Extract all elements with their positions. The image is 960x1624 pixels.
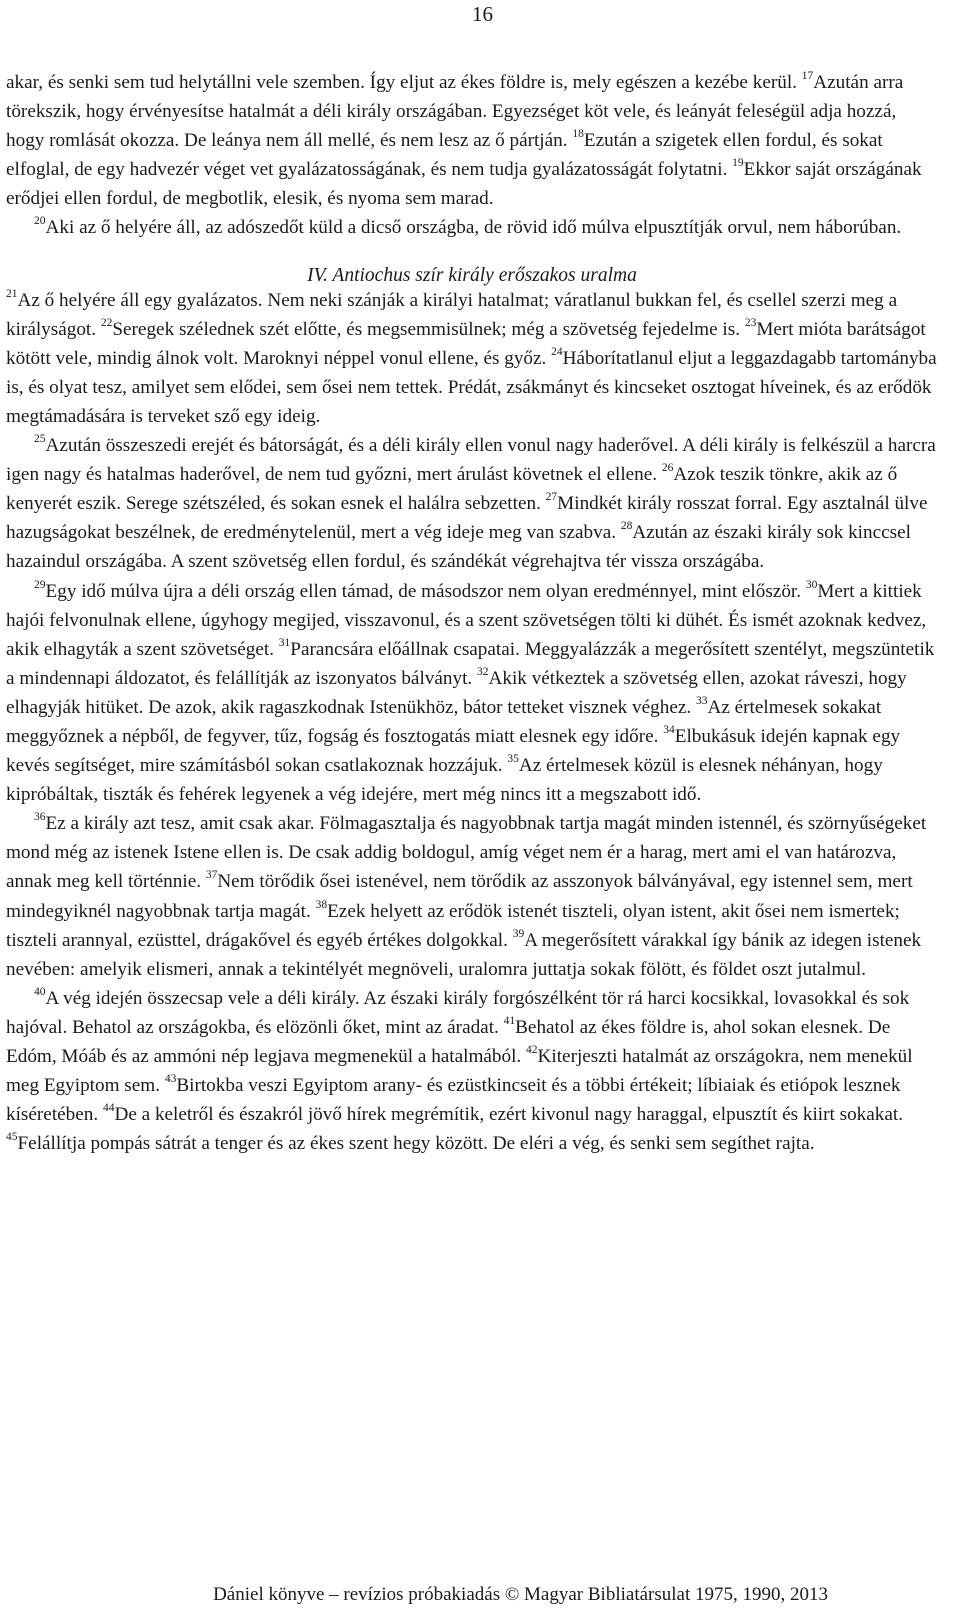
- verse-number: 18: [572, 128, 584, 141]
- verse-text: Kiterjeszti hatalmát az országokra, nem menekül meg Egyiptom sem.: [6, 1046, 913, 1097]
- verse-number: 39: [512, 927, 525, 940]
- page-footer: Dániel könyve – revízios próbakiadás © Magyar Bibliatársulat 1975, 1990, 2013: [213, 1584, 828, 1605]
- verse-text: Mert mióta barátságot kötött vele, mindig álnok volt. Maroknyi néppel vonul ellene, és győz.: [6, 318, 926, 369]
- verse-text: Parancsára előállnak csapatai. Meggyalázzák a megerősített szentélyt, megszüntetik a mindennapi áldozatot, és felállítják az iszonyatos bálványt.: [6, 638, 935, 689]
- verse-number: 20: [34, 215, 46, 228]
- verse-text: Felállítja pompás sátrát a tenger és az ékes szent hegy között. De eléri a vég, és senki sem segíthet rajta.: [17, 1133, 815, 1155]
- verse-number: 27: [545, 491, 558, 504]
- verse-number: 21: [6, 287, 18, 300]
- section-heading: IV. Antiochus szír király erőszakos uralma: [307, 264, 637, 286]
- paragraph: [6, 809, 938, 984]
- verse-text: Háborítatlanul eljut a leggazdagabb tartományba is, és olyat tesz, amilyet sem elődei, sem ősei nem tettek. Prédát, zsákmányt és kincseket osztogat híveinek, és az erődök megtámadására is terveket sző egy ideig.: [6, 347, 937, 427]
- verse-number: 22: [100, 316, 113, 329]
- verse-number: 26: [661, 462, 674, 475]
- verse-text: A megerősített várakkal így bánik az idegen istenek nevében: amelyik elismeri, annak a tekintélyét megnöveli, uralomra juttatja sokak fölött, és földet oszt jutalmul.: [6, 929, 922, 980]
- verse-number: 44: [102, 1102, 115, 1115]
- verse-text: Mindkét király rosszat forral. Egy asztalnál ülve hazugságokat beszélnek, de eredménytelenül, mert a vég ideje meg van szabva.: [6, 493, 928, 544]
- verse-text: Azután az északi király sok kinccsel hazaindul országába. A szent szövetség ellen fordul, és szándékát végrehajtva tér vissza országába.: [6, 522, 911, 573]
- verse-number: 19: [732, 157, 744, 170]
- verse-text: Azok teszik tönkre, akik az ő kenyerét eszik. Serege szétszéled, és sokan esnek el halálra sebzetten.: [6, 464, 898, 515]
- verse-text: Akik vétkeztek a szövetség ellen, azokat ráveszi, hogy elhagyják hitüket. De azok, akik ragaszkodnak Istenükhöz, bátor tetteket visznek véghez.: [6, 667, 907, 718]
- verse-text: Elbukásuk idején kapnak egy kevés segítséget, mire számításból sokan csatlakoznak hozzájuk.: [6, 725, 901, 777]
- verse-text: Ezek helyett az erődök istenét tiszteli, olyan istent, akit ősei nem ismertek; tiszteli arannyal, ezüsttel, drágakővel és egyéb értékes dolgokkal.: [6, 900, 900, 951]
- verse-text: De a keletről és északról jövő hírek megrémítik, ezért kivonul nagy haraggal, elpusztít és kiirt sokakat.: [114, 1104, 904, 1126]
- verse-text: Ekkor saját országának erődjei ellen fordul, de megbotlik, elesik, és nyoma sem marad.: [6, 159, 922, 210]
- verse-number: 37: [205, 869, 218, 882]
- verse-text: akar, és senki sem tud helytállni vele szemben. Így eljut az ékes földre is, mely egészen a kezébe kerül.: [6, 72, 802, 93]
- verse-text: Az értelmesek közül is elesnek néhányan, hogy kipróbáltak, tiszták és fehérek legyenek a vég idejére, mert még nincs itt a megszabott idő.: [6, 755, 883, 806]
- verse-number: 40: [34, 985, 46, 998]
- verse-number: 45: [6, 1131, 18, 1144]
- verse-text: Ez a király azt tesz, amit csak akar. Fölmagasztalja és nagyobbnak tartja magát minden istennél, és szörnyűségeket mond még az istenek Istene ellen is. De csak addig boldogul, amíg véget nem ér a harag, mert ami el van határozva, annak meg kell történnie.: [6, 813, 927, 893]
- page-number: 16: [472, 2, 493, 26]
- verse-text: Azután arra törekszik, hogy érvényesítse hatalmát a déli király országában. Egyezséget köt vele, és leányát feleségül adja hozzá, hogy romlását okozza. De leánya nem áll mellé, és nem lesz az ő pártján.: [6, 72, 904, 152]
- verse-number: 24: [551, 345, 563, 358]
- verse-text: Azután összeszedi erejét és bátorságát, és a déli király ellen vonul nagy haderővel. A déli király is felkészül a harcra igen nagy és hatalmas haderővel, de nem tud győzni, mert árulást követnek el ellene.: [6, 435, 936, 486]
- paragraph: [6, 213, 938, 242]
- verse-text: Aki az ő helyére áll, az adószedőt küld a dicső országba, de rövid idő múlva elpusztítják orvul, nem háborúban.: [45, 217, 902, 239]
- paragraph: [6, 984, 938, 1159]
- verse-text: A vég idején összecsap vele a déli király. Az északi király forgószélként tör rá harci kocsikkal, lovasokkal és sok hajóval. Behatol az országokba, és elözönli őket, mint az áradat.: [6, 987, 910, 1038]
- verse-number: 35: [507, 753, 519, 766]
- paragraph: [6, 431, 938, 576]
- verse-number: 28: [620, 520, 633, 533]
- verse-number: 43: [164, 1073, 177, 1086]
- verse-text: Az értelmesek sokakat meggyőznek a népből, de fegyver, tűz, fogság és fosztogatás miatt elesnek egy időre.: [6, 696, 882, 747]
- verse-text: Egy idő múlva újra a déli ország ellen támad, de másodszor nem olyan eredménnyel, mint először.: [45, 580, 806, 602]
- verse-text: Az ő helyére áll egy gyalázatos. Nem neki szánják a királyi hatalmat; váratlanul bukkan fel, és csellel szerzi meg a királyságot.: [6, 289, 898, 340]
- verse-text: Nem törődik ősei istenével, nem törődik az asszonyok bálványával, egy istennel sem, mert mindegyiknél nagyobbnak tartja magát.: [6, 871, 913, 922]
- page-body: [6, 68, 938, 1158]
- paragraph: [6, 286, 938, 431]
- verse-number: 30: [805, 578, 818, 591]
- paragraph: [6, 577, 938, 810]
- verse-number: 32: [477, 665, 489, 678]
- verse-text: Mert a kittiek hajói felvonulnak ellene, úgyhogy megijed, visszavonul, és a szent szövetségen tölti ki dühét. És ismét azoknak kedvez, akik elhagyták a szent szövetséget.: [6, 580, 927, 660]
- paragraph: [6, 68, 938, 213]
- verse-number: 23: [744, 316, 757, 329]
- verse-number: 31: [278, 636, 291, 649]
- verse-number: 34: [663, 723, 675, 736]
- verse-number: 29: [34, 578, 46, 591]
- verse-number: 36: [34, 811, 46, 824]
- verse-text: Behatol az ékes földre is, ahol sokan elesnek. De Edóm, Móáb és az ammóni nép legjava megmenekül a hatalmából.: [6, 1016, 891, 1067]
- verse-number: 33: [695, 694, 708, 707]
- verse-number: 38: [315, 898, 328, 911]
- verse-number: 42: [526, 1044, 538, 1056]
- verse-text: Birtokba veszi Egyiptom arany- és ezüstkincseit és a többi értékeit; líbiaiak és etiópok lesznek kíséretében.: [6, 1075, 901, 1126]
- verse-text: Ezután a szigetek ellen fordul, és sokat elfoglal, de egy hadvezér véget vet gyalázatosságának, és nem tudja gyalázatosságát folytatni.: [6, 130, 883, 181]
- verse-number: 25: [34, 433, 46, 446]
- verse-text: Seregek szélednek szét előtte, és megsemmisülnek; még a szövetség fejedelme is.: [112, 318, 745, 340]
- verse-number: 41: [503, 1014, 516, 1027]
- verse-number: 17: [801, 70, 814, 82]
